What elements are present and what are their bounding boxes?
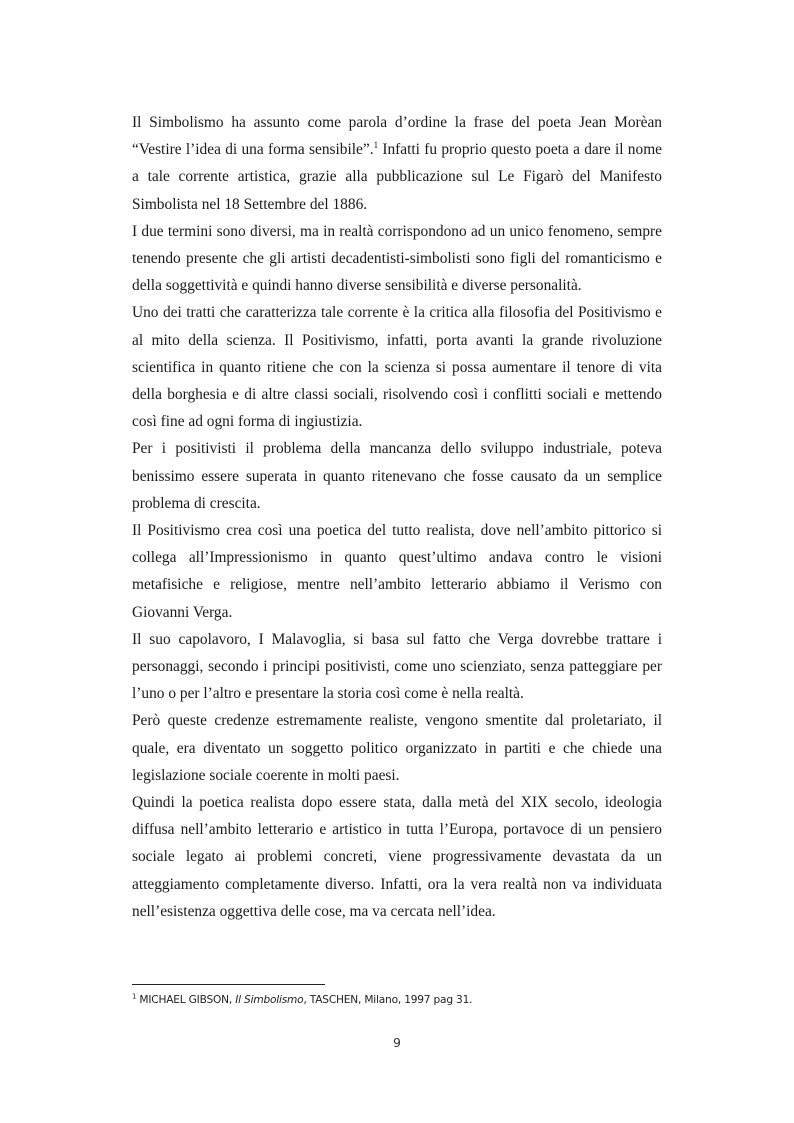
footnote-title: Il Simbolismo: [235, 994, 304, 1006]
paragraph-8: Quindi la poetica realista dopo essere stata, dalla metà del XIX secolo, ideologia diffusa nell’ambito letterario e artistico in tutta l’Europa, portavoce di un pensiero sociale legato ai problemi concreti, viene progressivamente devastata da un atteggiamento completamente diverso. Infatti, ora la vera realtà non va individuata nell’esistenza oggettiva delle cose, ma va cercata nell’idea.: [132, 794, 662, 920]
paragraph-5: Il Positivismo crea così una poetica del tutto realista, dove nell’ambito pittorico si collega all’Impressionismo in quanto quest’ultimo andava contro le visioni metafisiche e religiose, mentre nell’ambito letterario abbiamo il Verismo con Giovanni Verga.: [132, 522, 662, 621]
paragraph-1-text-cont: Infatti fu proprio questo poeta a dare il nome a tale corrente artistica, grazie alla pubblicazione sul Le Figarò del Manifesto Simbolista nel 18 Settembre del 1886.: [132, 141, 663, 213]
footnote-author: MICHAEL GIBSON,: [136, 994, 236, 1006]
paragraph-1-text: Il Simbolismo ha assunto come parola d’ordine la frase del poeta Jean Morèan “Vestire l’idea di una forma sensibile”.: [132, 114, 662, 159]
paragraph-1: [132, 109, 662, 218]
footnote-reference[interactable]: 1: [373, 140, 379, 151]
page-body: [132, 109, 662, 925]
paragraph-7: Però queste credenze estremamente realiste, vengono smentite dal proletariato, il quale, era diventato un soggetto politico organizzato in partiti e che chiede una legislazione sociale coerente in molti paesi.: [132, 712, 662, 784]
paragraph-6: Il suo capolavoro, I Malavoglia, si basa sul fatto che Verga dovrebbe trattare i personaggi, secondo i principi positivisti, come uno scienziato, senza patteggiare per l’uno o per l’altro e presentare la storia così come è nella realtà.: [132, 630, 662, 703]
paragraph-3: Uno dei tratti che caratterizza tale corrente è la critica alla filosofia del Positivismo e al mito della scienza. Il Positivismo, infatti, porta avanti la grande rivoluzione scientifica in quanto ritiene che con la scienza si possa aumentare il tenore di vita della borghesia e di altre classi sociali, risolvendo così i conflitti sociali e mettendo così fine ad ogni forma di ingiustizia.: [132, 304, 662, 431]
footnote-divider: [132, 984, 325, 985]
footnote: [132, 993, 662, 1007]
paragraph-2: I due termini sono diversi, ma in realtà corrispondono ad un unico fenomeno, sempre tenendo presente che gli artisti decadentisti-simbolisti sono figli del romanticismo e della soggettività e quindi hanno diverse sensibilità e diverse personalità.: [132, 222, 662, 295]
footnote-number: 1: [132, 992, 137, 1001]
footnote-rest: , TASCHEN, Milano, 1997 pag 31.: [303, 994, 473, 1006]
page-number: 9: [393, 1035, 401, 1050]
paragraph-4: Per i positivisti il problema della mancanza dello sviluppo industriale, poteva benissimo essere superata in quanto ritenevano che fosse causato da un semplice problema di crescita.: [132, 440, 662, 512]
